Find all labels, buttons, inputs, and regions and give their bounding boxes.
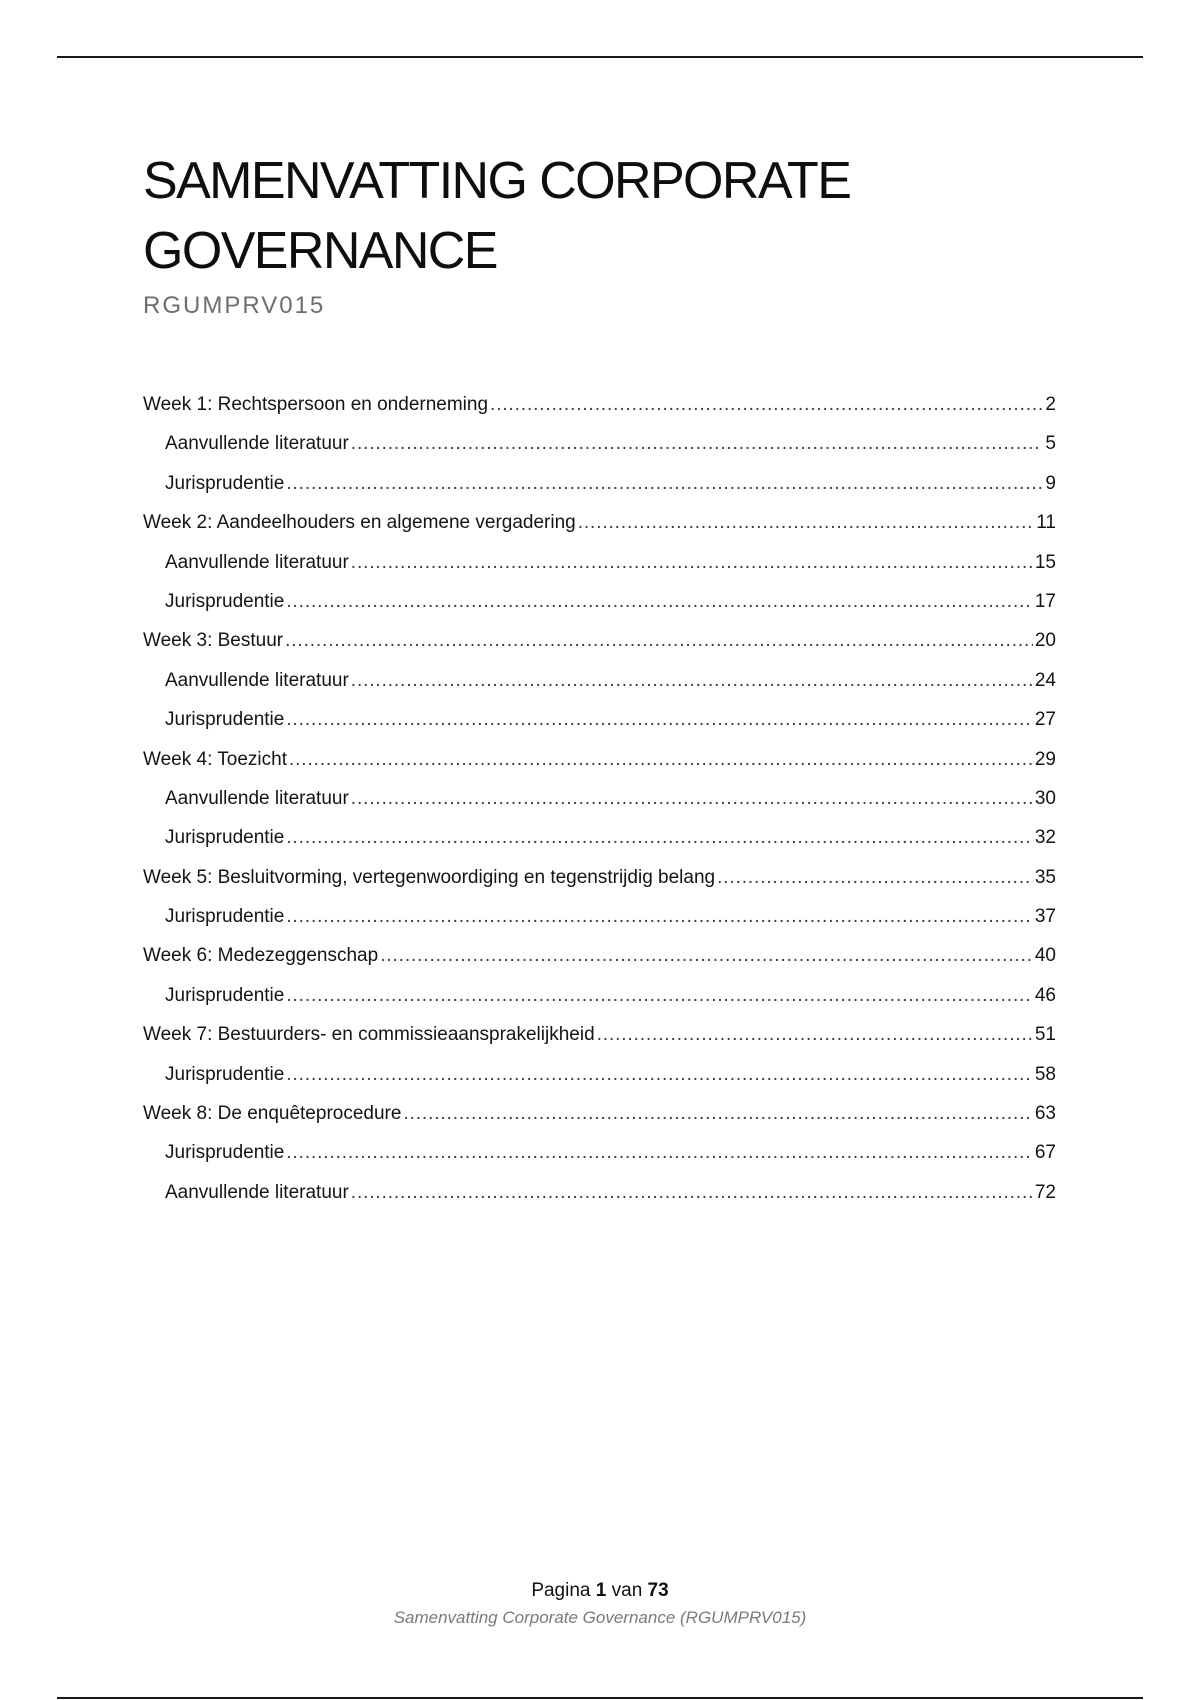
- toc-entry[interactable]: [143, 749, 1056, 788]
- toc-dot-leader: [380, 945, 1033, 967]
- footer-page-number: [0, 1580, 1200, 1602]
- toc-entry-page: 29: [1034, 748, 1056, 770]
- toc-dot-leader: [286, 1064, 1033, 1086]
- toc-entry-label: Jurisprudentie: [165, 590, 285, 612]
- toc-dot-leader: [286, 591, 1033, 613]
- toc-dot-leader: [285, 630, 1033, 652]
- toc-entry-label: Jurisprudentie: [165, 827, 285, 849]
- toc-entry-label: Jurisprudentie: [165, 1063, 285, 1085]
- toc-entry[interactable]: [143, 709, 1056, 748]
- toc-dot-leader: [351, 788, 1033, 810]
- footer-page-prefix: Pagina: [531, 1580, 591, 1601]
- toc-dot-leader: [351, 1182, 1033, 1204]
- toc-entry-page: 32: [1034, 827, 1056, 849]
- toc-entry-label: Week 2: Aandeelhouders en algemene vergadering: [143, 512, 576, 534]
- document-title: [143, 146, 963, 286]
- toc-entry[interactable]: [143, 473, 1056, 512]
- toc-entry-page: 17: [1034, 590, 1056, 612]
- toc-entry[interactable]: [143, 394, 1056, 433]
- toc-dot-leader: [286, 906, 1033, 928]
- toc-dot-leader: [286, 1142, 1033, 1164]
- toc-entry[interactable]: [143, 591, 1056, 630]
- toc-entry-label: Week 3: Bestuur: [143, 630, 284, 652]
- toc-entry-label: Aanvullende literatuur: [165, 551, 349, 573]
- toc-entry-label: Week 6: Medezeggenschap: [143, 945, 379, 967]
- toc-entry[interactable]: [143, 1024, 1056, 1063]
- toc-entry[interactable]: [143, 1182, 1056, 1221]
- toc-entry[interactable]: [143, 788, 1056, 827]
- document-title-line-2: GOVERNANCE: [143, 222, 497, 280]
- toc-entry[interactable]: [143, 945, 1056, 984]
- toc-entry[interactable]: [143, 512, 1056, 551]
- toc-entry-label: Aanvullende literatuur: [165, 787, 349, 809]
- toc-entry-page: 9: [1045, 472, 1056, 494]
- toc-entry-page: 63: [1034, 1103, 1056, 1125]
- toc-entry-page: 46: [1034, 984, 1056, 1006]
- toc-dot-leader: [717, 867, 1033, 889]
- toc-entry-page: 11: [1036, 512, 1056, 534]
- toc-entry-page: 24: [1034, 669, 1056, 691]
- toc-entry[interactable]: [143, 670, 1056, 709]
- toc-entry-page: 40: [1034, 945, 1056, 967]
- toc-entry-page: 27: [1034, 709, 1056, 731]
- toc-entry-page: 58: [1034, 1063, 1056, 1085]
- footer-page-total: 73: [647, 1580, 669, 1601]
- toc-entry[interactable]: [143, 906, 1056, 945]
- toc-dot-leader: [351, 433, 1042, 455]
- toc-entry-page: 15: [1034, 551, 1056, 573]
- document-title-line-1: SAMENVATTING CORPORATE: [143, 152, 851, 210]
- toc-entry-label: Aanvullende literatuur: [165, 1181, 349, 1203]
- toc-entry[interactable]: [143, 630, 1056, 669]
- footer-rule: [57, 1697, 1143, 1699]
- toc-entry-page: 20: [1034, 630, 1056, 652]
- toc-entry-page: 37: [1034, 906, 1056, 928]
- toc-dot-leader: [286, 473, 1042, 495]
- toc-dot-leader: [286, 985, 1033, 1007]
- toc-entry[interactable]: [143, 1142, 1056, 1181]
- toc-entry[interactable]: [143, 1064, 1056, 1103]
- toc-entry-label: Aanvullende literatuur: [165, 433, 349, 455]
- toc-entry-label: Aanvullende literatuur: [165, 669, 349, 691]
- toc-entry-page: 51: [1034, 1024, 1056, 1046]
- toc-entry-label: Week 8: De enquêteprocedure: [143, 1103, 402, 1125]
- toc-dot-leader: [490, 394, 1042, 416]
- toc-entry-label: Week 7: Bestuurders- en commissieaansprakelijkheid: [143, 1024, 595, 1046]
- toc-entry-page: 30: [1034, 787, 1056, 809]
- toc-entry-label: Jurisprudentie: [165, 906, 285, 928]
- toc-dot-leader: [286, 709, 1033, 731]
- toc-dot-leader: [351, 670, 1033, 692]
- toc-entry-label: Jurisprudentie: [165, 709, 285, 731]
- toc-entry-label: Week 5: Besluitvorming, vertegenwoordiging en tegenstrijdig belang: [143, 866, 716, 888]
- toc-dot-leader: [289, 749, 1033, 771]
- toc-dot-leader: [578, 512, 1035, 534]
- toc-dot-leader: [403, 1103, 1032, 1125]
- toc-entry[interactable]: [143, 433, 1056, 472]
- toc-entry-page: 72: [1034, 1181, 1056, 1203]
- toc-dot-leader: [597, 1024, 1033, 1046]
- table-of-contents: [143, 394, 1056, 1221]
- toc-entry-label: Jurisprudentie: [165, 472, 285, 494]
- toc-entry[interactable]: [143, 827, 1056, 866]
- toc-entry-page: 5: [1045, 433, 1056, 455]
- toc-entry-label: Week 4: Toezicht: [143, 748, 287, 770]
- toc-dot-leader: [351, 552, 1033, 574]
- toc-entry-label: Jurisprudentie: [165, 984, 285, 1006]
- footer-page-sep: van: [611, 1580, 643, 1601]
- toc-entry[interactable]: [143, 1103, 1056, 1142]
- toc-entry[interactable]: [143, 985, 1056, 1024]
- toc-entry-page: 35: [1034, 866, 1056, 888]
- toc-entry[interactable]: [143, 867, 1056, 906]
- toc-entry-label: Week 1: Rechtspersoon en onderneming: [143, 394, 489, 415]
- toc-entry-page: 67: [1034, 1142, 1056, 1164]
- footer-page-current: 1: [595, 1580, 607, 1601]
- toc-dot-leader: [286, 827, 1033, 849]
- header-rule: [57, 56, 1143, 58]
- toc-entry-page: 2: [1045, 394, 1056, 415]
- toc-entry[interactable]: [143, 552, 1056, 591]
- document-subtitle: RGUMPRV015: [143, 292, 326, 319]
- toc-entry-label: Jurisprudentie: [165, 1142, 285, 1164]
- footer-document-name: Samenvatting Corporate Governance (RGUMPRV015): [393, 1608, 807, 1627]
